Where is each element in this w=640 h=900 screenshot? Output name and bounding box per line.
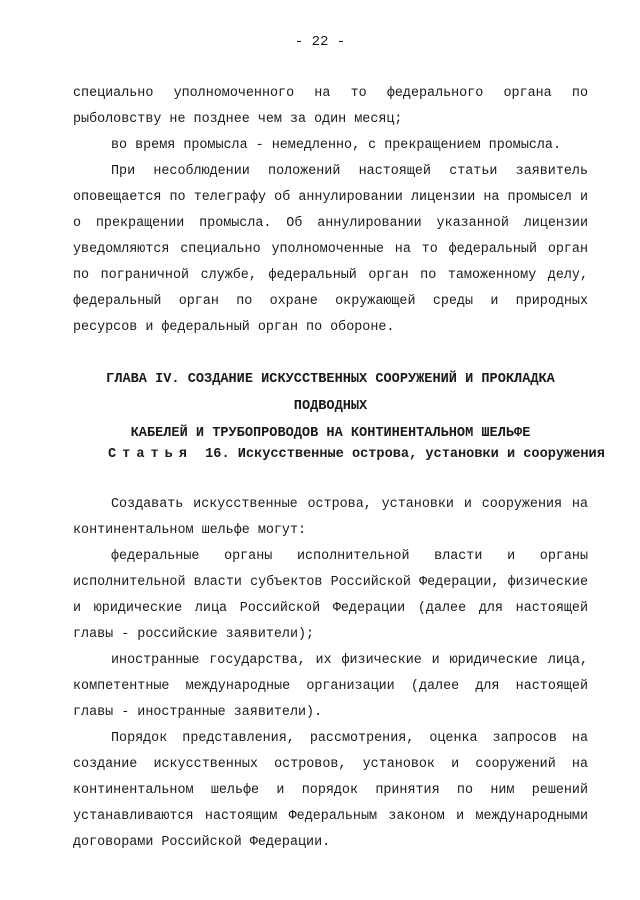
paragraph-during-fishing: во время промысла - немедленно, с прекращением промысла.: [111, 138, 561, 153]
chapter-heading-line2: КАБЕЛЕЙ И ТРУБОПРОВОДОВ НА КОНТИНЕНТАЛЬНОМ ШЕЛЬФЕ: [130, 426, 531, 441]
chapter-heading: [73, 366, 588, 447]
article-heading: [108, 442, 605, 468]
paragraph-procedure: Порядок представления, рассмотрения, оценка запросов на создание искусственных островов, установок и сооружений на континентальном шельфе и порядок принятия по ним решений устанавливаются настоящим Федеральным законом и международными договорами Российской Федерации.: [73, 731, 588, 850]
article-title: 16. Искусственные острова, установки и сооружения: [205, 447, 605, 462]
paragraph-russian-applicants: федеральные органы исполнительной власти и органы исполнительной власти субъектов Российской Федерации, физические и юридические лица Российской Федерации (далее для настоящей главы - российские заявители);: [73, 549, 588, 642]
paragraph-who-may-create: Создавать искусственные острова, установки и сооружения на континентальном шельфе могут:: [73, 497, 588, 538]
paragraph-continuation: специально уполномоченного на то федерального органа по рыболовству не позднее чем за один месяц;: [73, 86, 588, 127]
paragraph-foreign-applicants: иностранные государства, их физические и юридические лица, компетентные международные организации (далее для настоящей главы - иностранные заявители).: [73, 653, 588, 720]
chapter-heading-line1: ГЛАВА IV. СОЗДАНИЕ ИСКУССТВЕННЫХ СООРУЖЕНИЙ И ПРОКЛАДКА ПОДВОДНЫХ: [106, 372, 555, 414]
paragraph-noncompliance: При несоблюдении положений настоящей статьи заявитель оповещается по телеграфу об аннулировании лицензии на промысел и о прекращении промысла. Об аннулировании указанной лицензии уведомляются специально уполномоченные на то федеральный орган по пограничной службе, федеральный орган по таможенному делу, федеральный орган по охране окружающей среды и природных ресурсов и федеральный орган по обороне.: [73, 164, 588, 335]
page-number: - 22 -: [294, 34, 346, 50]
article-word: Статья: [108, 447, 193, 462]
